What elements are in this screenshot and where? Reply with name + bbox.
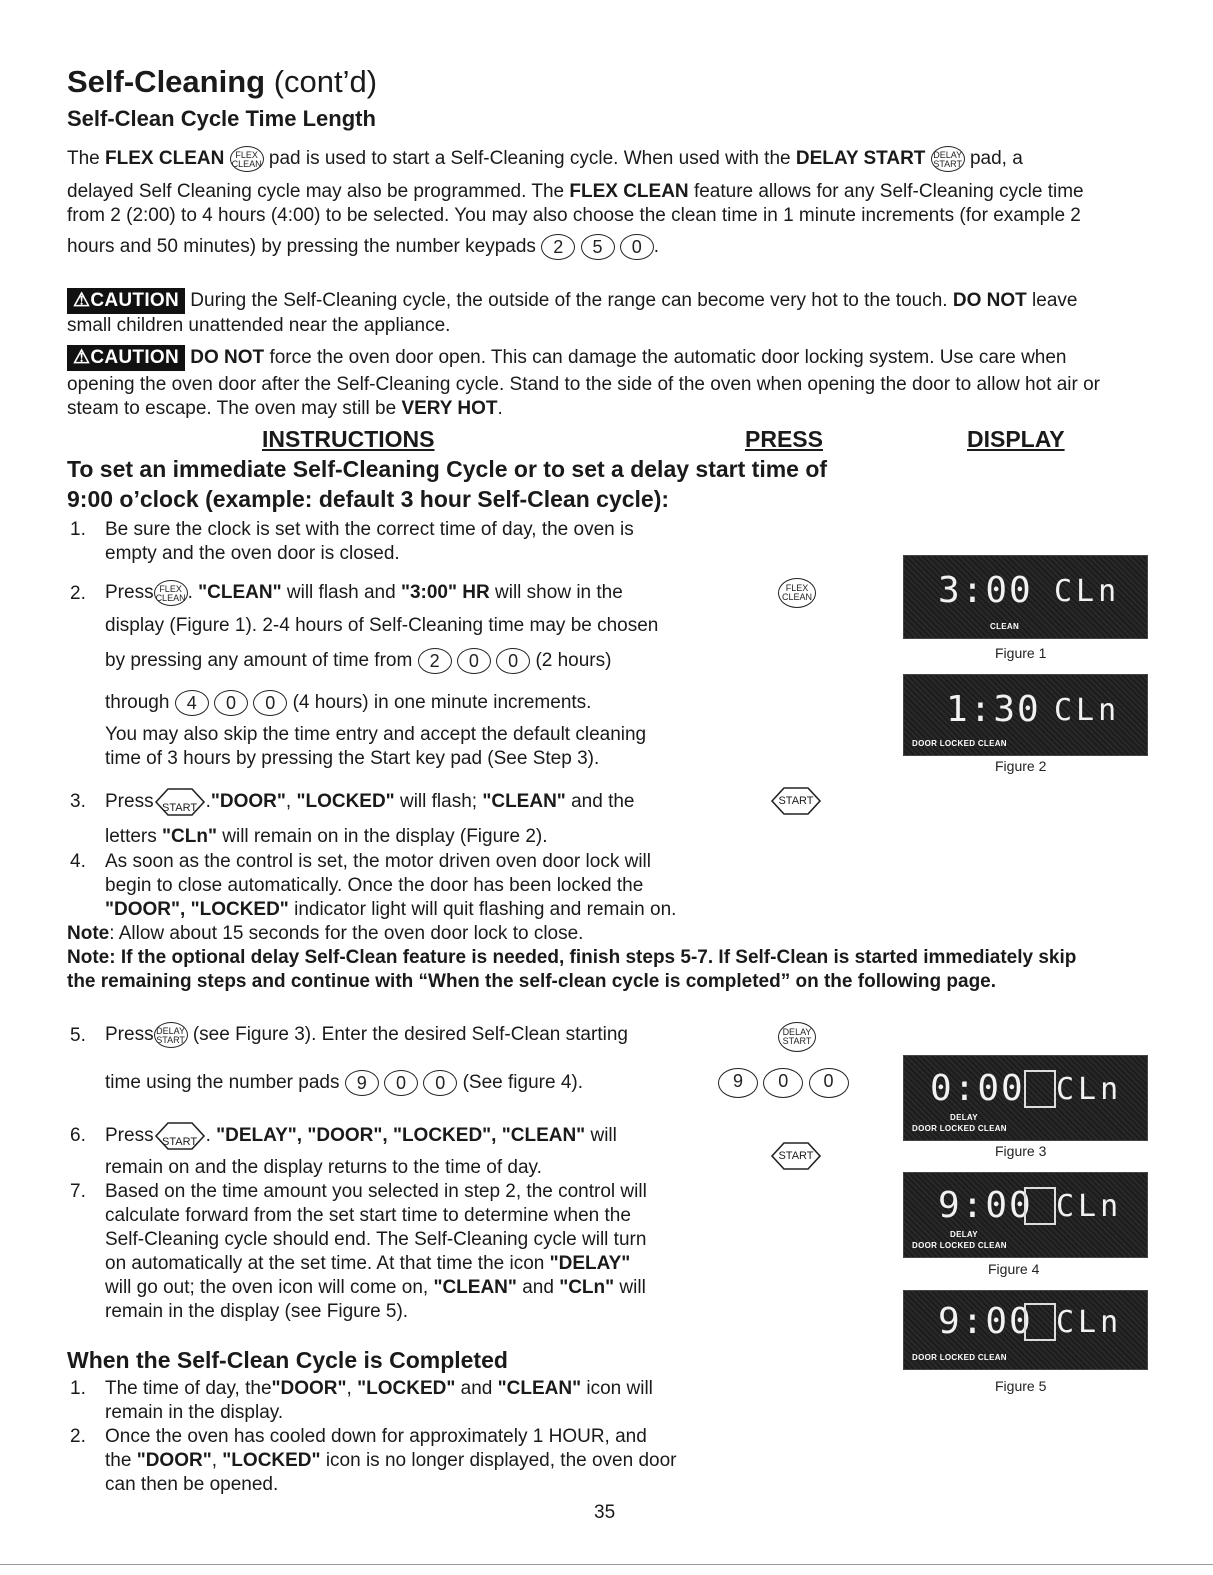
- step-number: 4.: [70, 851, 86, 872]
- display-time: 3:00: [938, 570, 1033, 611]
- display-box: [1024, 1187, 1056, 1225]
- display-box: [1024, 1070, 1056, 1108]
- caution-1-line-2: small children unattended near the appliance.: [67, 315, 451, 336]
- keypad-5-icon: 5: [581, 234, 615, 260]
- keypad-0-icon: 0: [496, 648, 530, 674]
- intro-line-2: delayed Self Cleaning cycle may also be programmed. The FLEX CLEAN feature allows for any Self-Cleaning cycle time: [67, 181, 1084, 202]
- completed-1-line-2: remain in the display.: [105, 1402, 284, 1423]
- note-2-line-2: the remaining steps and continue with “When the self-clean cycle is completed” on the following page.: [67, 971, 997, 992]
- step-number: 7.: [70, 1181, 86, 1202]
- keypad-0-icon: 0: [809, 1068, 849, 1098]
- caution-2-line-2: opening the oven door after the Self-Cleaning cycle. Stand to the side of the oven when opening the door to allow hot air or: [67, 374, 1101, 395]
- display-word: CLn: [1054, 693, 1121, 728]
- caution-1: ⚠CAUTION During the Self-Cleaning cycle, the outside of the range can become very hot to the touch. DO NOT leave: [67, 288, 1077, 314]
- step-7-line-3: Self-Cleaning cycle should end. The Self-Cleaning cycle will turn: [105, 1229, 647, 1250]
- keypad-0-icon: 0: [620, 234, 654, 260]
- delay-start-pad-icon: DELAY START: [154, 1022, 188, 1048]
- completed-1-line-1: The time of day, the"DOOR", "LOCKED" and "CLEAN" icon will: [105, 1378, 653, 1399]
- completed-heading: When the Self-Clean Cycle is Completed: [67, 1347, 508, 1373]
- completed-2-line-1: Once the oven has cooled down for approximately 1 HOUR, and: [105, 1426, 647, 1447]
- display-indicator: DELAY: [950, 1230, 978, 1239]
- step-2-line-6: time of 3 hours by pressing the Start key pad (See Step 3).: [105, 748, 600, 769]
- figure-3-display: [903, 1055, 1148, 1141]
- keypad-9-icon: 9: [718, 1068, 758, 1098]
- display-word: CLn: [1056, 1305, 1123, 1340]
- note-2-line-1: Note: If the optional delay Self-Clean feature is needed, finish steps 5-7. If Self-Clean is started immediately skip: [67, 947, 1077, 968]
- display-indicator: DOOR LOCKED CLEAN: [912, 739, 1007, 748]
- step-7-line-2: calculate forward from the set start time to determine when the: [105, 1205, 631, 1226]
- completed-2-line-3: can then be opened.: [105, 1474, 279, 1495]
- intro-line-4: hours and 50 minutes) by pressing the number keypads 2 5 0 .: [67, 234, 659, 260]
- step-1-line-1: Be sure the clock is set with the correct time of day, the oven is: [105, 519, 634, 540]
- figure-4-display: [903, 1172, 1148, 1258]
- figure-1-label: Figure 1: [995, 645, 1047, 661]
- figure-5-label: Figure 5: [995, 1378, 1047, 1394]
- step-5-line-1: Press DELAY START (see Figure 3). Enter the desired Self-Clean starting: [105, 1022, 628, 1048]
- step-3-line-2: letters "CLn" will remain on in the display (Figure 2).: [105, 826, 548, 847]
- step-7-line-5: will go out; the oven icon will come on, "CLEAN" and "CLn" will: [105, 1277, 646, 1298]
- press-flex-clean: [778, 578, 816, 608]
- figure-3-label: Figure 3: [995, 1143, 1047, 1159]
- press-start: [770, 785, 822, 817]
- intro-text: pad, a: [969, 148, 1023, 170]
- start-pad-icon: START: [770, 1140, 822, 1172]
- step-2-line-4: through 4 0 0 (4 hours) in one minute increments.: [105, 690, 591, 716]
- step-7-line-4: on automatically at the set time. At that time the icon "DELAY": [105, 1253, 631, 1274]
- intro-text: The: [67, 148, 100, 170]
- section-heading-line-1: To set an immediate Self-Cleaning Cycle or to set a delay start time of: [67, 456, 828, 482]
- page-title-bold: Self-Cleaning: [67, 64, 266, 99]
- display-indicator: CLEAN: [990, 622, 1020, 631]
- step-number: 6.: [70, 1125, 86, 1146]
- caution-2: ⚠CAUTION DO NOT force the oven door open. This can damage the automatic door locking system. Use care when: [67, 345, 1067, 371]
- step-number: 2.: [70, 1426, 86, 1447]
- press-start-2: [770, 1140, 822, 1172]
- step-number: 1.: [70, 1378, 86, 1399]
- display-box: [1024, 1303, 1056, 1341]
- step-5-line-2: time using the number pads 9 0 0 (See figure 4).: [105, 1070, 583, 1096]
- step-number: 5.: [70, 1025, 86, 1046]
- keypad-0-icon: 0: [384, 1070, 418, 1096]
- caution-2-line-3: steam to escape. The oven may still be VERY HOT.: [67, 398, 503, 419]
- start-pad-icon: START: [154, 1120, 206, 1152]
- start-pad-icon: START: [770, 785, 822, 817]
- page-subtitle: Self-Clean Cycle Time Length: [67, 106, 376, 131]
- keypad-2-icon: 2: [418, 648, 452, 674]
- keypad-0-icon: 0: [763, 1068, 803, 1098]
- press-delay-start: [778, 1022, 816, 1052]
- figure-1-display: [903, 555, 1148, 639]
- step-6-line-2: remain on and the display returns to the time of day.: [105, 1157, 542, 1178]
- delay-start-label: DELAY START: [795, 148, 926, 170]
- step-4-line-3: "DOOR", "LOCKED" indicator light will quit flashing and remain on.: [105, 899, 677, 920]
- step-number: 3.: [70, 791, 86, 812]
- figure-2-display: [903, 674, 1148, 756]
- display-time: 9:00: [938, 1301, 1033, 1342]
- page-number: 35: [594, 1502, 616, 1523]
- section-heading-line-2: 9:00 o’clock (example: default 3 hour Self-Clean cycle):: [67, 486, 670, 512]
- display-word: CLn: [1056, 1189, 1123, 1224]
- caution-badge: ⚠CAUTION: [67, 345, 185, 371]
- step-2-line-5: You may also skip the time entry and accept the default cleaning: [105, 724, 647, 745]
- page-title: [67, 64, 377, 100]
- keypad-9-icon: 9: [345, 1070, 379, 1096]
- keypad-0-icon: 0: [253, 690, 287, 716]
- keypad-0-icon: 0: [423, 1070, 457, 1096]
- step-2-line-2: display (Figure 1). 2-4 hours of Self-Cleaning time may be chosen: [105, 615, 659, 636]
- display-word: CLn: [1056, 1072, 1123, 1107]
- column-header-display: DISPLAY: [967, 426, 1065, 452]
- display-indicator: DELAY: [950, 1113, 978, 1122]
- keypad-4-icon: 4: [175, 690, 209, 716]
- step-number: 1.: [70, 519, 86, 540]
- figure-2-label: Figure 2: [995, 758, 1047, 774]
- flex-clean-pad-icon: FLEX CLEAN: [154, 580, 188, 606]
- column-header-instructions: INSTRUCTIONS: [262, 426, 435, 452]
- step-1-line-2: empty and the oven door is closed.: [105, 543, 400, 564]
- keypad-0-icon: 0: [457, 648, 491, 674]
- intro-line-1: [67, 146, 1023, 172]
- step-3-line-1: Press START ."DOOR", "LOCKED" will flash; "CLEAN" and the: [105, 786, 635, 818]
- caution-badge: ⚠CAUTION: [67, 288, 185, 314]
- intro-line-3: from 2 (2:00) to 4 hours (4:00) to be selected. You may also choose the clean time in 1 minute increments (for example 2: [67, 205, 1081, 226]
- delay-start-pad-icon: DELAY START: [778, 1022, 816, 1052]
- intro-text: pad is used to start a Self-Cleaning cycle. When used with the: [268, 148, 791, 170]
- display-indicator: DOOR LOCKED CLEAN: [912, 1241, 1007, 1250]
- column-header-press: PRESS: [745, 426, 823, 452]
- step-4-line-1: As soon as the control is set, the motor driven oven door lock will: [105, 851, 651, 872]
- press-keypads-900: [718, 1068, 849, 1098]
- step-number: 2.: [70, 583, 86, 604]
- figure-4-label: Figure 4: [988, 1261, 1040, 1277]
- flex-clean-pad-icon: FLEX CLEAN: [778, 578, 816, 608]
- note-1: Note: Allow about 15 seconds for the oven door lock to close.: [67, 923, 584, 944]
- display-indicator: DOOR LOCKED CLEAN: [912, 1353, 1007, 1362]
- bottom-rule: [0, 1564, 1213, 1565]
- display-time: 9:00: [938, 1185, 1033, 1226]
- step-6-line-1: Press START . "DELAY", "DOOR", "LOCKED", "CLEAN" will: [105, 1120, 617, 1152]
- delay-start-pad-icon: DELAY START: [931, 146, 965, 172]
- display-time: 0:00: [930, 1068, 1025, 1109]
- completed-2-line-2: the "DOOR", "LOCKED" icon is no longer displayed, the oven door: [105, 1450, 677, 1471]
- figure-5-display: [903, 1290, 1148, 1370]
- step-7-line-6: remain in the display (see Figure 5).: [105, 1301, 409, 1322]
- flex-clean-label: FLEX CLEAN: [105, 148, 225, 170]
- keypad-0-icon: 0: [214, 690, 248, 716]
- flex-clean-pad-icon: FLEX CLEAN: [230, 146, 264, 172]
- display-word: CLn: [1054, 574, 1121, 609]
- display-time: 1:30: [946, 689, 1041, 730]
- step-7-line-1: Based on the time amount you selected in step 2, the control will: [105, 1181, 647, 1202]
- step-4-line-2: begin to close automatically. Once the door has been locked the: [105, 875, 644, 896]
- step-2-line-3: by pressing any amount of time from 2 0 0 (2 hours): [105, 648, 611, 674]
- start-pad-icon: START: [154, 786, 206, 818]
- display-indicator: DOOR LOCKED CLEAN: [912, 1124, 1007, 1133]
- page-title-light: (cont’d): [273, 64, 378, 99]
- keypad-2-icon: 2: [541, 234, 575, 260]
- step-2-line-1: Press FLEX CLEAN . "CLEAN" will flash and "3:00" HR will show in the: [105, 580, 623, 606]
